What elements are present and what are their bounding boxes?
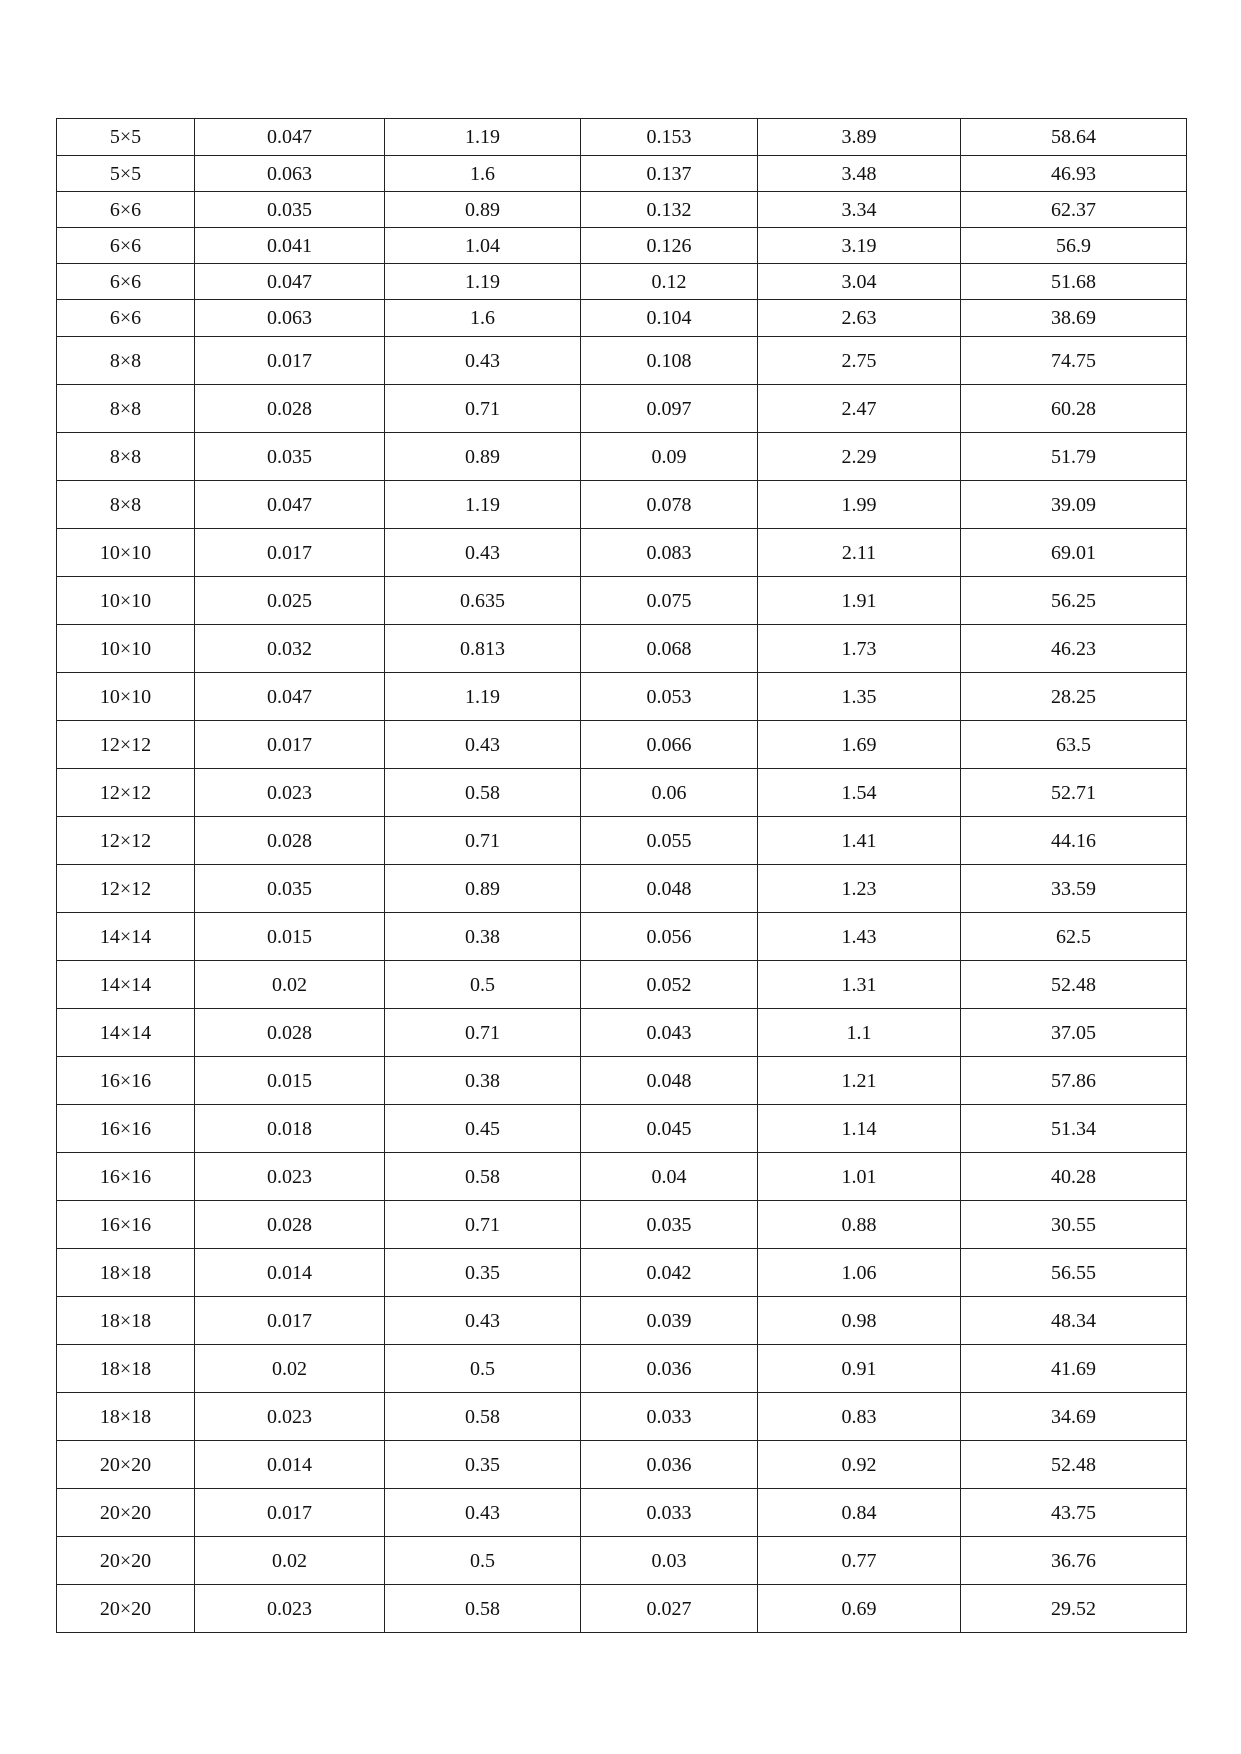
cell-open-area: 39.09	[961, 481, 1187, 529]
table-row	[57, 264, 1187, 300]
cell-opening-in: 0.126	[581, 228, 758, 264]
cell-open-area: 56.9	[961, 228, 1187, 264]
cell-opening-in: 0.132	[581, 192, 758, 228]
table-row	[57, 817, 1187, 865]
cell-open-area: 52.48	[961, 961, 1187, 1009]
table-row	[57, 433, 1187, 481]
cell-wire-dia-mm: 0.71	[385, 385, 581, 433]
cell-wire-dia-in: 0.017	[195, 1489, 385, 1537]
table-row	[57, 769, 1187, 817]
cell-wire-dia-mm: 0.43	[385, 1297, 581, 1345]
table-row	[57, 156, 1187, 192]
cell-wire-dia-mm: 1.6	[385, 156, 581, 192]
table-row	[57, 529, 1187, 577]
cell-wire-dia-in: 0.014	[195, 1441, 385, 1489]
cell-mesh-count: 12×12	[57, 817, 195, 865]
table-row	[57, 1489, 1187, 1537]
cell-opening-in: 0.137	[581, 156, 758, 192]
cell-opening-mm: 1.31	[758, 961, 961, 1009]
cell-open-area: 60.28	[961, 385, 1187, 433]
cell-opening-mm: 1.01	[758, 1153, 961, 1201]
cell-wire-dia-mm: 0.38	[385, 1057, 581, 1105]
cell-wire-dia-in: 0.028	[195, 385, 385, 433]
cell-open-area: 62.5	[961, 913, 1187, 961]
cell-mesh-count: 20×20	[57, 1585, 195, 1633]
cell-mesh-count: 20×20	[57, 1489, 195, 1537]
cell-opening-in: 0.06	[581, 769, 758, 817]
cell-wire-dia-in: 0.063	[195, 300, 385, 337]
cell-wire-dia-in: 0.017	[195, 337, 385, 385]
cell-open-area: 56.55	[961, 1249, 1187, 1297]
cell-opening-mm: 1.91	[758, 577, 961, 625]
table-row	[57, 337, 1187, 385]
cell-mesh-count: 10×10	[57, 529, 195, 577]
cell-opening-mm: 0.84	[758, 1489, 961, 1537]
mesh-spec-table	[56, 118, 1187, 1633]
cell-opening-in: 0.043	[581, 1009, 758, 1057]
cell-opening-mm: 2.47	[758, 385, 961, 433]
cell-opening-in: 0.039	[581, 1297, 758, 1345]
cell-wire-dia-mm: 0.38	[385, 913, 581, 961]
table-row	[57, 1249, 1187, 1297]
table-row	[57, 300, 1187, 337]
cell-opening-in: 0.036	[581, 1441, 758, 1489]
cell-wire-dia-mm: 0.89	[385, 433, 581, 481]
cell-opening-in: 0.03	[581, 1537, 758, 1585]
cell-wire-dia-in: 0.017	[195, 529, 385, 577]
cell-opening-mm: 0.77	[758, 1537, 961, 1585]
cell-wire-dia-mm: 0.58	[385, 1153, 581, 1201]
cell-mesh-count: 6×6	[57, 264, 195, 300]
table-row	[57, 1105, 1187, 1153]
cell-wire-dia-in: 0.02	[195, 1537, 385, 1585]
cell-opening-mm: 1.06	[758, 1249, 961, 1297]
cell-opening-in: 0.09	[581, 433, 758, 481]
cell-mesh-count: 8×8	[57, 481, 195, 529]
cell-opening-in: 0.042	[581, 1249, 758, 1297]
cell-mesh-count: 18×18	[57, 1297, 195, 1345]
cell-open-area: 40.28	[961, 1153, 1187, 1201]
cell-open-area: 30.55	[961, 1201, 1187, 1249]
cell-wire-dia-mm: 0.635	[385, 577, 581, 625]
cell-open-area: 51.79	[961, 433, 1187, 481]
cell-wire-dia-in: 0.02	[195, 961, 385, 1009]
cell-wire-dia-in: 0.018	[195, 1105, 385, 1153]
cell-opening-mm: 0.88	[758, 1201, 961, 1249]
cell-opening-mm: 1.14	[758, 1105, 961, 1153]
table-row	[57, 481, 1187, 529]
table-row	[57, 1153, 1187, 1201]
cell-wire-dia-in: 0.014	[195, 1249, 385, 1297]
cell-open-area: 41.69	[961, 1345, 1187, 1393]
cell-wire-dia-mm: 0.71	[385, 1201, 581, 1249]
table-row	[57, 625, 1187, 673]
cell-open-area: 69.01	[961, 529, 1187, 577]
cell-mesh-count: 6×6	[57, 300, 195, 337]
cell-wire-dia-in: 0.028	[195, 1009, 385, 1057]
cell-wire-dia-mm: 1.19	[385, 264, 581, 300]
cell-wire-dia-mm: 0.71	[385, 1009, 581, 1057]
cell-wire-dia-in: 0.028	[195, 1201, 385, 1249]
cell-open-area: 29.52	[961, 1585, 1187, 1633]
cell-open-area: 51.68	[961, 264, 1187, 300]
cell-opening-mm: 1.69	[758, 721, 961, 769]
table-row	[57, 1297, 1187, 1345]
table-row	[57, 1441, 1187, 1489]
cell-open-area: 37.05	[961, 1009, 1187, 1057]
cell-opening-mm: 0.91	[758, 1345, 961, 1393]
cell-mesh-count: 16×16	[57, 1201, 195, 1249]
cell-wire-dia-mm: 1.19	[385, 119, 581, 156]
cell-wire-dia-in: 0.047	[195, 673, 385, 721]
cell-open-area: 43.75	[961, 1489, 1187, 1537]
cell-wire-dia-mm: 0.89	[385, 192, 581, 228]
cell-opening-mm: 2.63	[758, 300, 961, 337]
cell-wire-dia-mm: 0.35	[385, 1249, 581, 1297]
cell-mesh-count: 14×14	[57, 961, 195, 1009]
mesh-table-body	[57, 119, 1187, 1633]
cell-opening-mm: 2.29	[758, 433, 961, 481]
cell-open-area: 46.23	[961, 625, 1187, 673]
table-row	[57, 385, 1187, 433]
cell-open-area: 51.34	[961, 1105, 1187, 1153]
cell-wire-dia-in: 0.023	[195, 1585, 385, 1633]
cell-opening-in: 0.033	[581, 1489, 758, 1537]
cell-opening-mm: 1.21	[758, 1057, 961, 1105]
cell-mesh-count: 20×20	[57, 1441, 195, 1489]
table-row	[57, 721, 1187, 769]
cell-opening-in: 0.056	[581, 913, 758, 961]
cell-wire-dia-mm: 0.43	[385, 1489, 581, 1537]
cell-wire-dia-in: 0.015	[195, 1057, 385, 1105]
cell-opening-in: 0.048	[581, 1057, 758, 1105]
cell-opening-mm: 3.34	[758, 192, 961, 228]
cell-opening-in: 0.153	[581, 119, 758, 156]
cell-open-area: 34.69	[961, 1393, 1187, 1441]
cell-open-area: 58.64	[961, 119, 1187, 156]
cell-opening-in: 0.055	[581, 817, 758, 865]
cell-mesh-count: 8×8	[57, 337, 195, 385]
cell-mesh-count: 6×6	[57, 228, 195, 264]
cell-mesh-count: 8×8	[57, 433, 195, 481]
cell-wire-dia-mm: 1.19	[385, 673, 581, 721]
cell-mesh-count: 8×8	[57, 385, 195, 433]
cell-opening-in: 0.108	[581, 337, 758, 385]
cell-opening-mm: 0.92	[758, 1441, 961, 1489]
cell-wire-dia-in: 0.035	[195, 433, 385, 481]
cell-opening-mm: 0.83	[758, 1393, 961, 1441]
cell-wire-dia-in: 0.041	[195, 228, 385, 264]
cell-wire-dia-in: 0.023	[195, 1393, 385, 1441]
cell-mesh-count: 14×14	[57, 913, 195, 961]
cell-opening-in: 0.048	[581, 865, 758, 913]
table-row	[57, 1009, 1187, 1057]
cell-opening-in: 0.078	[581, 481, 758, 529]
cell-opening-mm: 1.41	[758, 817, 961, 865]
cell-open-area: 36.76	[961, 1537, 1187, 1585]
cell-opening-in: 0.036	[581, 1345, 758, 1393]
table-row	[57, 1585, 1187, 1633]
table-row	[57, 1345, 1187, 1393]
cell-wire-dia-mm: 0.35	[385, 1441, 581, 1489]
cell-wire-dia-in: 0.047	[195, 481, 385, 529]
cell-wire-dia-mm: 0.58	[385, 1393, 581, 1441]
cell-opening-mm: 2.75	[758, 337, 961, 385]
cell-wire-dia-mm: 0.43	[385, 529, 581, 577]
cell-wire-dia-mm: 0.43	[385, 337, 581, 385]
cell-open-area: 33.59	[961, 865, 1187, 913]
cell-opening-mm: 1.1	[758, 1009, 961, 1057]
cell-opening-mm: 0.69	[758, 1585, 961, 1633]
cell-mesh-count: 5×5	[57, 156, 195, 192]
cell-opening-in: 0.083	[581, 529, 758, 577]
cell-open-area: 48.34	[961, 1297, 1187, 1345]
cell-wire-dia-in: 0.063	[195, 156, 385, 192]
cell-wire-dia-mm: 0.58	[385, 769, 581, 817]
cell-opening-mm: 3.48	[758, 156, 961, 192]
cell-opening-in: 0.068	[581, 625, 758, 673]
cell-mesh-count: 12×12	[57, 721, 195, 769]
cell-wire-dia-in: 0.032	[195, 625, 385, 673]
cell-open-area: 56.25	[961, 577, 1187, 625]
cell-open-area: 74.75	[961, 337, 1187, 385]
cell-opening-in: 0.052	[581, 961, 758, 1009]
table-row	[57, 913, 1187, 961]
cell-mesh-count: 16×16	[57, 1057, 195, 1105]
cell-open-area: 63.5	[961, 721, 1187, 769]
cell-opening-mm: 3.19	[758, 228, 961, 264]
cell-wire-dia-mm: 0.45	[385, 1105, 581, 1153]
cell-opening-mm: 1.99	[758, 481, 961, 529]
cell-opening-mm: 3.04	[758, 264, 961, 300]
cell-mesh-count: 10×10	[57, 577, 195, 625]
table-row	[57, 192, 1187, 228]
table-row	[57, 228, 1187, 264]
cell-mesh-count: 18×18	[57, 1345, 195, 1393]
cell-open-area: 28.25	[961, 673, 1187, 721]
table-row	[57, 1393, 1187, 1441]
cell-mesh-count: 10×10	[57, 625, 195, 673]
cell-mesh-count: 5×5	[57, 119, 195, 156]
cell-wire-dia-in: 0.023	[195, 769, 385, 817]
cell-mesh-count: 18×18	[57, 1249, 195, 1297]
cell-mesh-count: 10×10	[57, 673, 195, 721]
cell-opening-in: 0.04	[581, 1153, 758, 1201]
cell-wire-dia-in: 0.047	[195, 264, 385, 300]
cell-wire-dia-in: 0.023	[195, 1153, 385, 1201]
table-row	[57, 865, 1187, 913]
cell-opening-in: 0.053	[581, 673, 758, 721]
cell-wire-dia-in: 0.02	[195, 1345, 385, 1393]
cell-opening-mm: 1.54	[758, 769, 961, 817]
cell-wire-dia-in: 0.017	[195, 721, 385, 769]
table-row	[57, 673, 1187, 721]
cell-opening-mm: 3.89	[758, 119, 961, 156]
table-row	[57, 1057, 1187, 1105]
cell-wire-dia-mm: 0.58	[385, 1585, 581, 1633]
table-row	[57, 1537, 1187, 1585]
cell-wire-dia-mm: 1.19	[385, 481, 581, 529]
cell-wire-dia-mm: 0.5	[385, 1345, 581, 1393]
cell-opening-in: 0.075	[581, 577, 758, 625]
cell-opening-in: 0.035	[581, 1201, 758, 1249]
cell-wire-dia-in: 0.028	[195, 817, 385, 865]
cell-opening-in: 0.033	[581, 1393, 758, 1441]
cell-wire-dia-mm: 0.5	[385, 1537, 581, 1585]
table-row	[57, 577, 1187, 625]
cell-wire-dia-mm: 0.5	[385, 961, 581, 1009]
cell-mesh-count: 16×16	[57, 1153, 195, 1201]
cell-mesh-count: 12×12	[57, 769, 195, 817]
cell-wire-dia-in: 0.017	[195, 1297, 385, 1345]
cell-opening-in: 0.045	[581, 1105, 758, 1153]
cell-wire-dia-mm: 1.04	[385, 228, 581, 264]
cell-open-area: 46.93	[961, 156, 1187, 192]
cell-wire-dia-mm: 0.43	[385, 721, 581, 769]
cell-wire-dia-mm: 0.813	[385, 625, 581, 673]
cell-wire-dia-in: 0.025	[195, 577, 385, 625]
cell-mesh-count: 12×12	[57, 865, 195, 913]
cell-wire-dia-mm: 0.71	[385, 817, 581, 865]
cell-wire-dia-in: 0.035	[195, 865, 385, 913]
table-row	[57, 119, 1187, 156]
cell-open-area: 62.37	[961, 192, 1187, 228]
cell-opening-in: 0.12	[581, 264, 758, 300]
cell-open-area: 44.16	[961, 817, 1187, 865]
cell-mesh-count: 20×20	[57, 1537, 195, 1585]
cell-mesh-count: 16×16	[57, 1105, 195, 1153]
cell-opening-mm: 2.11	[758, 529, 961, 577]
cell-wire-dia-mm: 0.89	[385, 865, 581, 913]
cell-wire-dia-in: 0.015	[195, 913, 385, 961]
cell-opening-in: 0.027	[581, 1585, 758, 1633]
cell-mesh-count: 14×14	[57, 1009, 195, 1057]
table-row	[57, 961, 1187, 1009]
cell-opening-mm: 1.73	[758, 625, 961, 673]
cell-open-area: 57.86	[961, 1057, 1187, 1105]
cell-opening-in: 0.104	[581, 300, 758, 337]
cell-opening-mm: 1.43	[758, 913, 961, 961]
cell-opening-mm: 1.35	[758, 673, 961, 721]
table-row	[57, 1201, 1187, 1249]
cell-wire-dia-in: 0.047	[195, 119, 385, 156]
cell-opening-mm: 0.98	[758, 1297, 961, 1345]
cell-open-area: 52.71	[961, 769, 1187, 817]
cell-opening-in: 0.066	[581, 721, 758, 769]
cell-wire-dia-in: 0.035	[195, 192, 385, 228]
cell-mesh-count: 18×18	[57, 1393, 195, 1441]
cell-open-area: 38.69	[961, 300, 1187, 337]
cell-mesh-count: 6×6	[57, 192, 195, 228]
cell-open-area: 52.48	[961, 1441, 1187, 1489]
cell-wire-dia-mm: 1.6	[385, 300, 581, 337]
cell-opening-in: 0.097	[581, 385, 758, 433]
cell-opening-mm: 1.23	[758, 865, 961, 913]
